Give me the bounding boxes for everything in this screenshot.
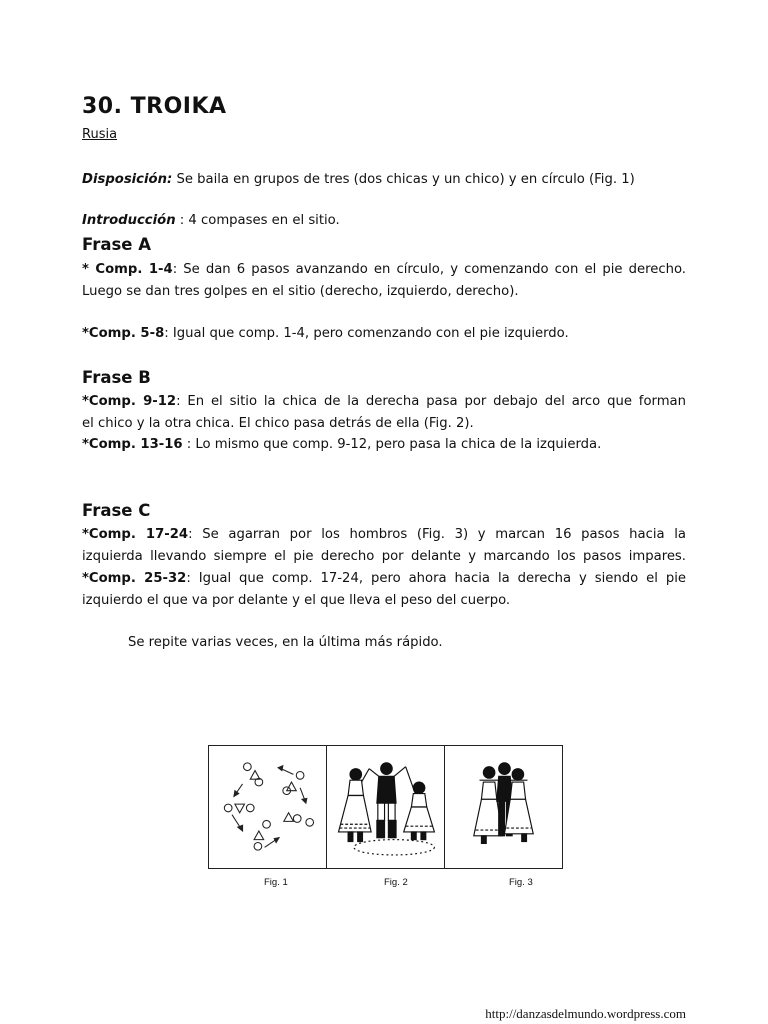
frase-a-paragraph-2 bbox=[82, 323, 569, 345]
fig-1-panel bbox=[209, 746, 327, 868]
closing-note: Se repite varias veces, en la última más rápido. bbox=[128, 635, 443, 650]
frase-c-line-3-text: : Igual que comp. 17-24, pero ahora hacia la derecha y siendo el pie bbox=[186, 571, 687, 586]
arch-pass-dancers-illustration bbox=[327, 746, 444, 868]
figures-strip bbox=[208, 745, 563, 869]
fig-3-caption: Fig. 3 bbox=[509, 877, 533, 888]
frase-b-heading: Frase B bbox=[82, 368, 151, 387]
frase-c-comp-25-32: *Comp. 25-32 bbox=[82, 571, 187, 586]
origin-subtitle: Rusia bbox=[82, 127, 118, 142]
frase-c-line-1 bbox=[82, 524, 686, 546]
frase-b-paragraph-2 bbox=[82, 434, 601, 456]
frase-b-comp-9-12: *Comp. 9-12 bbox=[82, 394, 177, 409]
fig-2-panel bbox=[327, 746, 445, 868]
frase-b-comp-13-16: *Comp. 13-16 bbox=[82, 437, 183, 452]
introduccion-label: Introducción bbox=[82, 213, 176, 228]
frase-a-line-1-text: : Se dan 6 pasos avanzando en círculo, y comenzando con el pie derecho. bbox=[172, 262, 686, 277]
introduccion-paragraph bbox=[82, 210, 340, 232]
frase-b-line-2: el chico y la otra chica. El chico pasa detrás de ella (Fig. 2). bbox=[82, 416, 474, 431]
frase-a-comp-5-8: *Comp. 5-8 bbox=[82, 326, 165, 341]
circle-formation-diagram bbox=[209, 746, 326, 868]
frase-b-line-1 bbox=[82, 391, 686, 413]
frase-a-paragraph-2-text: : Igual que comp. 1-4, pero comenzando con el pie izquierdo. bbox=[164, 326, 569, 341]
footer-url: http://danzasdelmundo.wordpress.com bbox=[485, 1006, 686, 1021]
disposicion-text: Se baila en grupos de tres (dos chicas y un chico) y en círculo (Fig. 1) bbox=[172, 172, 635, 187]
disposicion-paragraph bbox=[82, 169, 635, 191]
fig-1-caption: Fig. 1 bbox=[264, 877, 288, 888]
frase-c-line-4: izquierdo el que va por delante y el que lleva el peso del cuerpo. bbox=[82, 593, 511, 608]
frase-b-line-1-text: : En el sitio la chica de la derecha pasa por debajo del arco que forman bbox=[176, 394, 686, 409]
frase-a-heading: Frase A bbox=[82, 235, 152, 254]
frase-c-line-3 bbox=[82, 568, 686, 590]
frase-c-heading: Frase C bbox=[82, 501, 151, 520]
introduccion-text: : 4 compases en el sitio. bbox=[175, 213, 340, 228]
fig-3-panel bbox=[445, 746, 562, 868]
frase-b-paragraph-2-text: : Lo mismo que comp. 9-12, pero pasa la chica de la izquierda. bbox=[182, 437, 602, 452]
fig-2-caption: Fig. 2 bbox=[384, 877, 408, 888]
shoulder-hold-dancers-illustration bbox=[445, 746, 562, 868]
frase-a-line-2: Luego se dan tres golpes en el sitio (derecho, izquierdo, derecho). bbox=[82, 284, 519, 299]
frase-a-line-1 bbox=[82, 259, 686, 281]
frase-c-line-1-text: : Se agarran por los hombros (Fig. 3) y marcan 16 pasos hacia la bbox=[188, 527, 686, 542]
disposicion-label: Disposición: bbox=[82, 172, 173, 187]
frase-a-comp-1-4: * Comp. 1-4 bbox=[82, 262, 173, 277]
frase-c-comp-17-24: *Comp. 17-24 bbox=[82, 527, 189, 542]
page-title: 30. TROIKA bbox=[82, 94, 227, 119]
frase-c-line-2: izquierda llevando siempre el pie derecho por delante y marcando los pasos impares. bbox=[82, 549, 686, 564]
